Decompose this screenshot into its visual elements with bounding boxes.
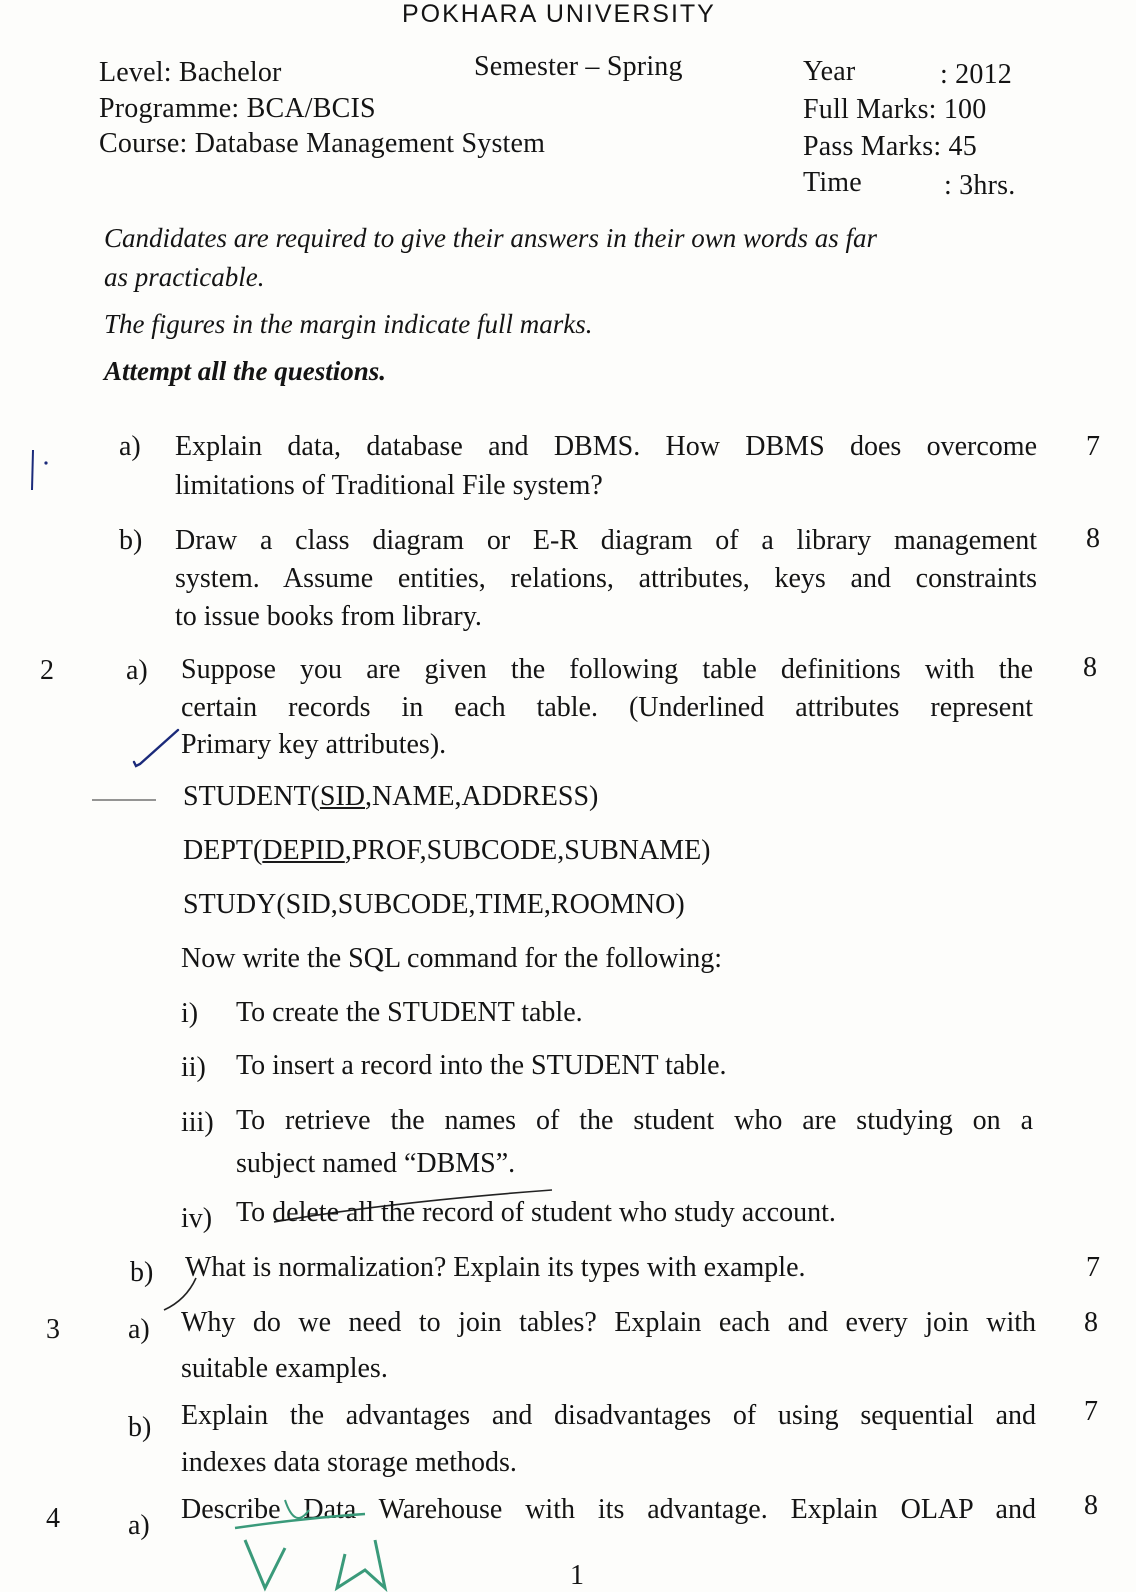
subitem-i-text: To create the STUDENT table. [236,997,583,1028]
subitem-ii-text: To insert a record into the STUDENT table. [236,1050,727,1081]
semester-label: Semester – Spring [474,51,683,82]
pen-mark-q1-number [28,446,52,496]
q1a-label: a) [119,431,141,462]
q1b-label: b) [119,525,143,556]
page-number: 1 [570,1560,584,1591]
q3-number: 3 [46,1314,60,1345]
q1a-marks: 7 [1086,431,1100,462]
pass-marks-label: Pass Marks: 45 [803,131,977,162]
q2-number: 2 [40,655,54,686]
q4-number: 4 [46,1503,60,1534]
q1b-line-1: Draw a class diagram or E-R diagram of a library management [175,525,1037,556]
subitem-iv-label: iv) [181,1203,213,1234]
subitem-iii-text: To retrieve the names of the student who are studying on a [236,1105,1033,1136]
subitem-i-label: i) [181,998,199,1029]
q3a-marks: 8 [1084,1307,1098,1338]
instruction-line-3: The figures in the margin indicate full marks. [104,309,593,339]
university-title: POKHARA UNIVERSITY [402,0,716,28]
q3a-line-1: Why do we need to join tables? Explain each and every join with [181,1307,1036,1338]
q2b-label: b) [130,1257,154,1288]
q4a-line-1: Describe Data Warehouse with its advantage. Explain OLAP and [181,1494,1036,1525]
programme-label: Programme: BCA/BCIS [99,93,376,124]
year-value: : 2012 [940,59,1012,90]
table-student-definition [183,781,598,813]
year-label: Year [803,56,856,87]
q2a-label: a) [126,655,148,686]
subitem-ii-label: ii) [181,1052,206,1083]
student-attributes: ,NAME,ADDRESS) [365,781,599,812]
q1b-line-2: system. Assume entities, relations, attributes, keys and constraints [175,563,1037,594]
time-label: Time [803,167,862,198]
course-label: Course: Database Management System [99,128,546,159]
instruction-line-4: Attempt all the questions. [104,356,387,386]
time-value: : 3hrs. [944,170,1016,201]
level-label: Level: Bachelor [99,57,282,88]
full-marks-label: Full Marks: 100 [803,94,987,125]
q1a-line-2: limitations of Traditional File system? [175,470,603,501]
q2b-line-1: What is normalization? Explain its types with example. [185,1252,806,1283]
subitem-iii-label: iii) [181,1107,214,1138]
q2a-marks: 8 [1083,652,1097,683]
q1a-line-1: Explain data, database and DBMS. How DBMS does overcome [175,431,1037,462]
pen-scribble-green [225,1470,445,1592]
q2a-line-3: Primary key attributes). [181,729,447,760]
dept-primary-key: DEPID [262,835,345,866]
q4a-marks: 8 [1084,1490,1098,1521]
q4a-label: a) [128,1510,150,1541]
subitem-iv-text: To delete all the record of student who study account. [236,1197,836,1228]
sql-prompt: Now write the SQL command for the following: [181,943,722,974]
q3b-marks: 7 [1084,1396,1098,1427]
subitem-iii-text-2: subject named “DBMS”. [236,1148,516,1179]
q3a-line-2: suitable examples. [181,1353,388,1384]
table-dept-definition [183,835,711,867]
table-study-definition: STUDY(SID,SUBCODE,TIME,ROOMNO) [183,889,685,920]
q2a-line-2: certain records in each table. (Underlined attributes represent [181,692,1033,723]
instruction-line-2: as practicable. [104,262,265,292]
student-primary-key: SID [319,781,365,812]
pen-dash-mark [90,796,160,804]
table-student-name: STUDENT( [183,781,320,812]
q1b-line-3: to issue books from library. [175,601,482,632]
q2a-line-1: Suppose you are given the following table definitions with the [181,654,1033,685]
q3b-line-1: Explain the advantages and disadvantages of using sequential and [181,1400,1036,1431]
q3b-line-2: indexes data storage methods. [181,1447,517,1478]
q2b-marks: 7 [1086,1252,1100,1283]
q1b-marks: 8 [1086,523,1100,554]
dept-attributes: ,PROF,SUBCODE,SUBNAME) [344,835,711,866]
table-dept-name: DEPT( [183,835,263,866]
q3a-label: a) [128,1314,150,1345]
pen-tick-mark [130,728,190,772]
instruction-line-1: Candidates are required to give their answers in their own words as far [104,223,877,253]
q3b-label: b) [128,1412,152,1443]
